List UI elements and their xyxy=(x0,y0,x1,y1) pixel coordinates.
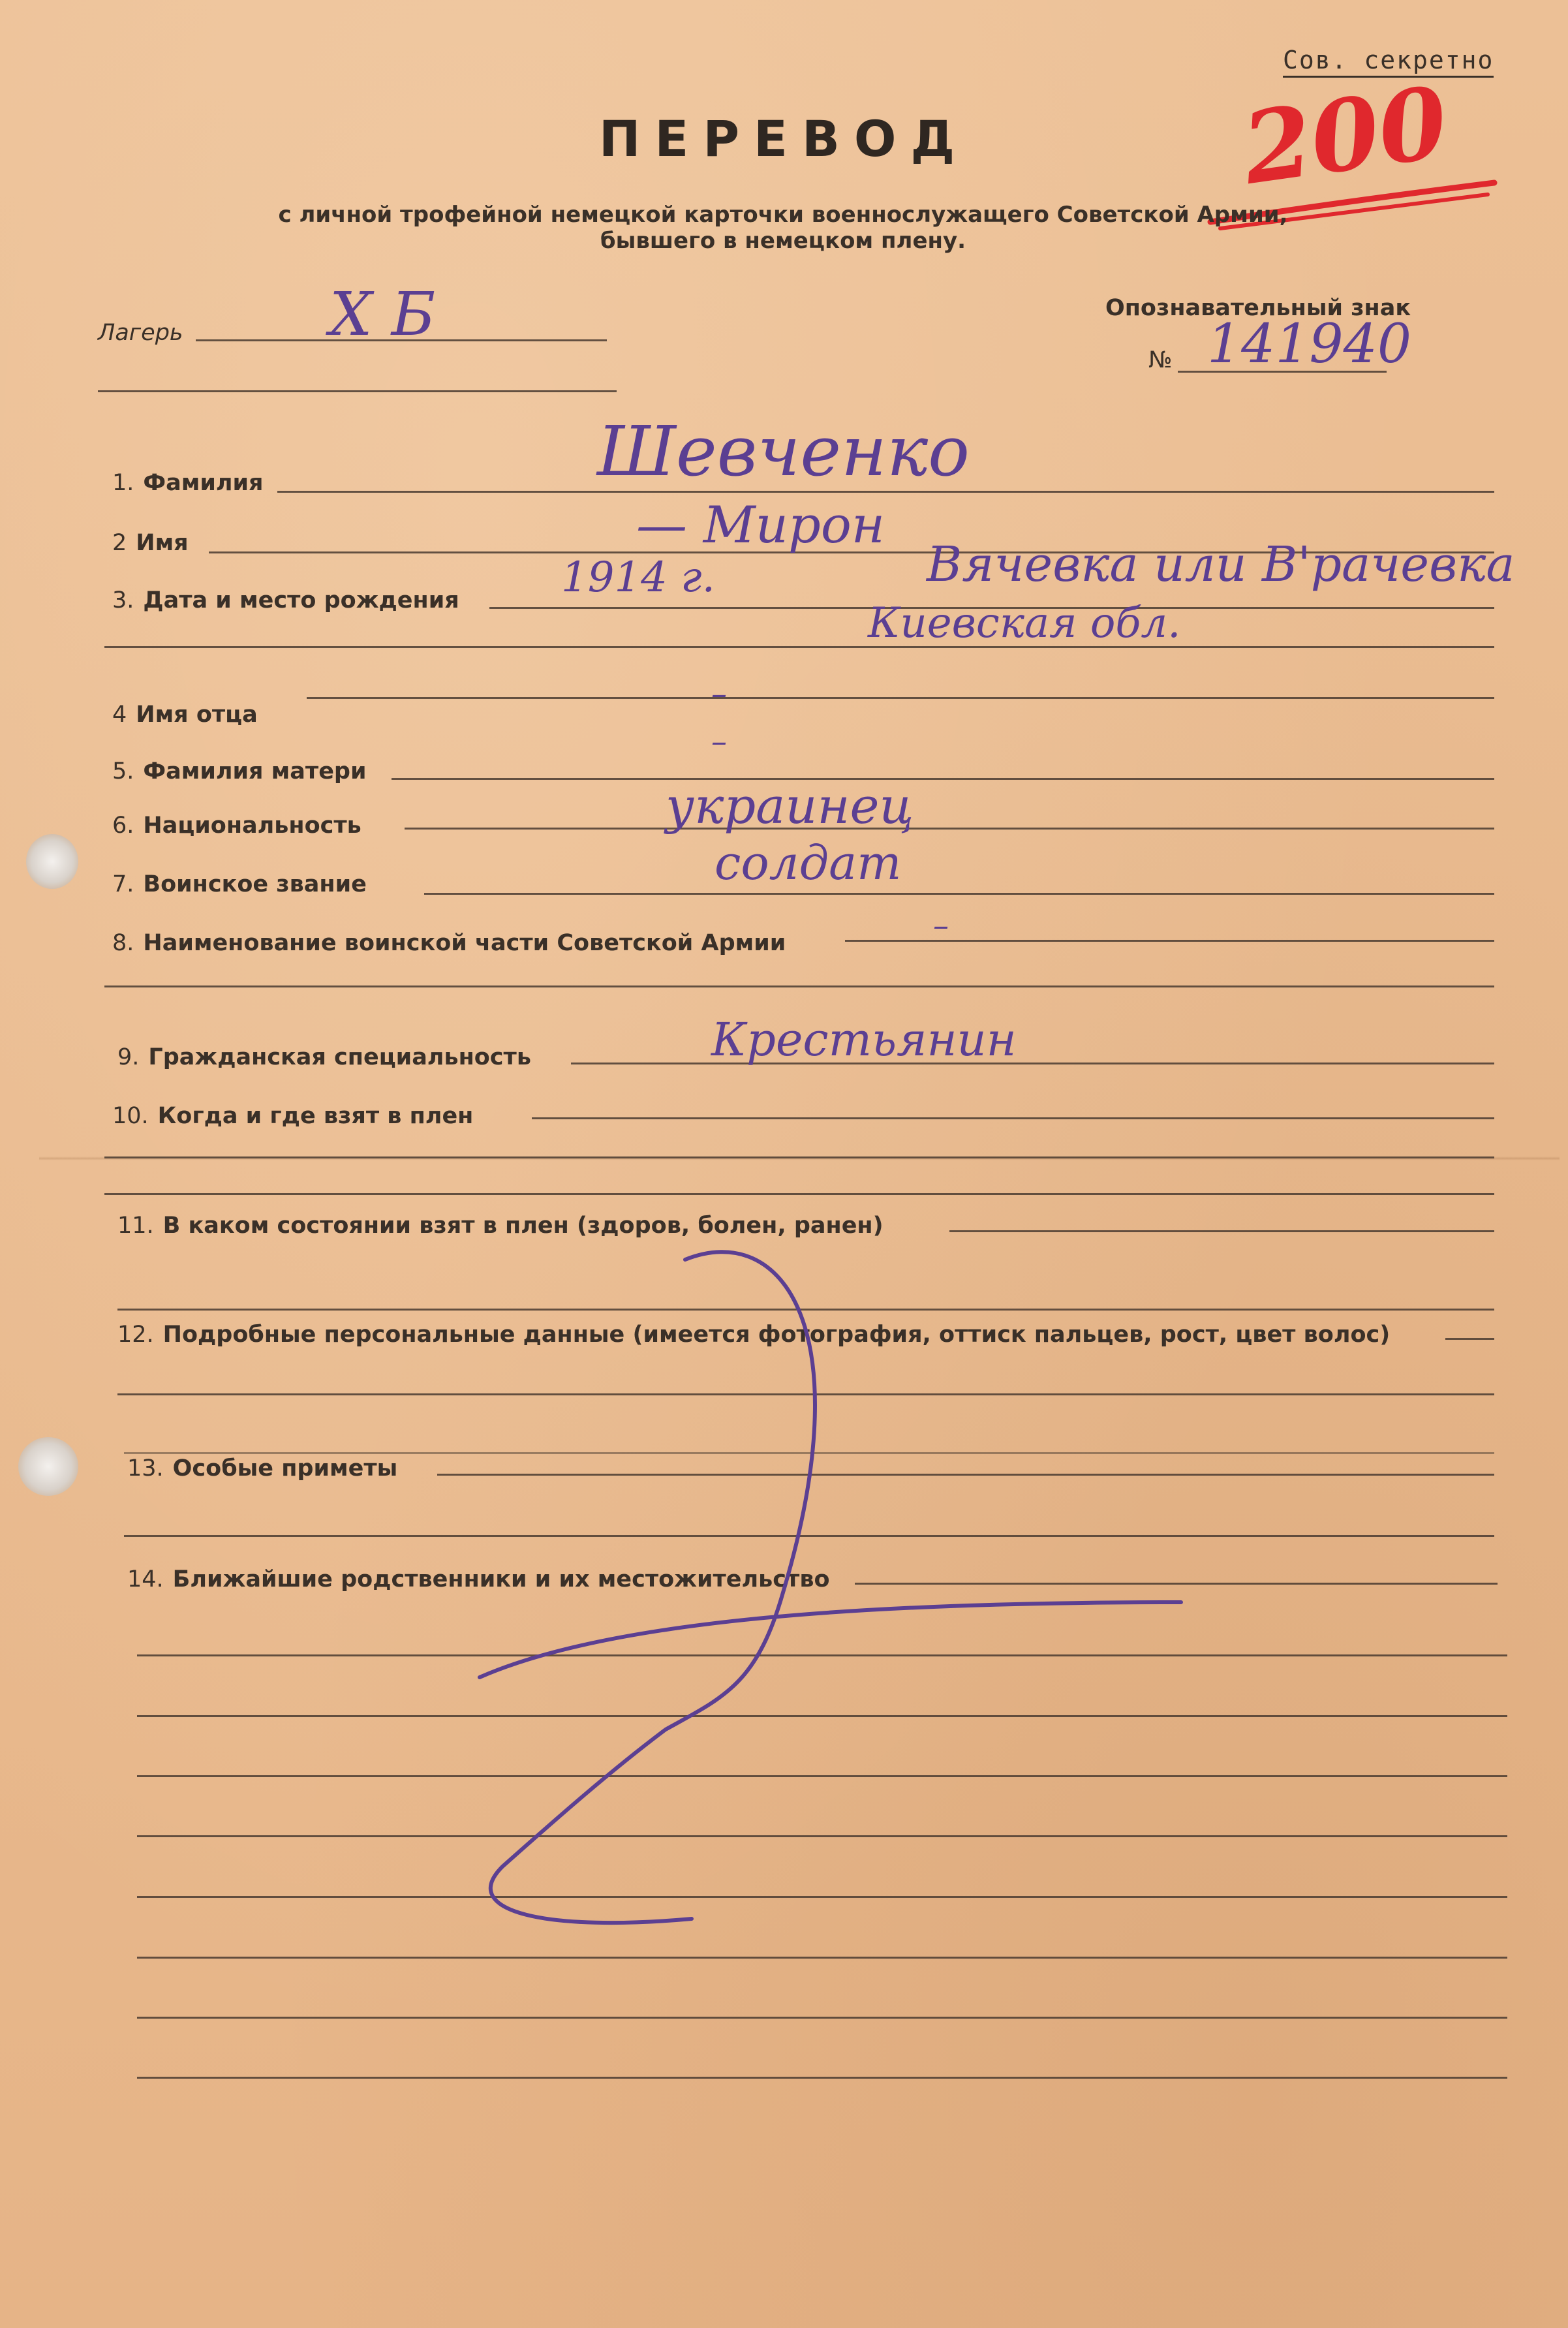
field-6-label: 6. Национальность xyxy=(112,813,361,839)
field-5-value: – xyxy=(711,723,727,760)
punch-hole-bottom xyxy=(18,1437,78,1496)
field-8-rule-2 xyxy=(104,986,1494,987)
field-4-rule xyxy=(307,697,1494,699)
field-13-label: 13. Особые приметы xyxy=(127,1455,398,1482)
camp-rule-2 xyxy=(98,390,617,392)
field-6-rule xyxy=(405,828,1494,830)
field-10-rule xyxy=(532,1117,1494,1119)
camp-label: Лагерь xyxy=(98,320,183,346)
red-stamp-number: 200 xyxy=(1236,65,1454,207)
id-tag-value: 141940 xyxy=(1207,313,1412,375)
field-5-rule xyxy=(392,778,1494,780)
field-7-rule xyxy=(424,893,1494,895)
field-3-value-2: Вячевка или В'рачевка xyxy=(927,536,1515,593)
field-10-label: 10. Когда и где взят в плен xyxy=(112,1103,474,1129)
field-10-rule-3 xyxy=(104,1193,1494,1195)
field-3-value-3: Киевская обл. xyxy=(868,599,1181,647)
field-6-value: украинец xyxy=(666,777,914,835)
blank-rule-6 xyxy=(137,1957,1507,1959)
field-12-rule xyxy=(1445,1338,1494,1340)
field-2-value: — Мирон xyxy=(636,496,885,555)
field-3-value: 1914 г. xyxy=(561,553,715,602)
field-9-rule xyxy=(571,1063,1494,1064)
field-1-label: 1. Фамилия xyxy=(112,470,264,496)
subtitle-line-1: с личной трофейной немецкой карточки военнослужащего Советской Армии, xyxy=(278,202,1288,228)
field-4-value: – xyxy=(711,675,727,712)
crossout-z-mark xyxy=(418,1227,1201,1951)
field-1-value: Шевченко xyxy=(597,411,970,491)
id-tag-label: Опознавательный знак xyxy=(1105,295,1411,321)
field-3-label: 3. Дата и место рождения xyxy=(112,587,459,613)
subtitle-line-2: бывшего в немецком плену. xyxy=(600,228,966,254)
field-7-value: солдат xyxy=(715,835,902,890)
field-9-label: 9. Гражданская специальность xyxy=(117,1044,531,1070)
punch-hole-top xyxy=(26,834,78,889)
id-tag-no: № xyxy=(1148,347,1173,373)
document-title: ПЕРЕВОД xyxy=(598,110,970,168)
field-12-label: 12. Подробные персональные данные (имеется фотография, оттиск пальцев, рост, цвет волос) xyxy=(117,1322,1391,1348)
field-8-label: 8. Наименование воинской части Советской Армии xyxy=(112,930,786,956)
camp-value: X Б xyxy=(330,279,436,349)
field-9-value: Крестьянин xyxy=(711,1013,1017,1066)
blank-rule-8 xyxy=(137,2077,1507,2079)
blank-rule-7 xyxy=(137,2017,1507,2019)
classification-label: Сов. секретно xyxy=(1283,46,1494,78)
field-10-rule-2 xyxy=(104,1156,1494,1158)
field-3-rule-2 xyxy=(104,646,1494,648)
field-5-label: 5. Фамилия матери xyxy=(112,758,367,784)
field-11-label: 11. В каком состоянии взят в плен (здоров, болен, ранен) xyxy=(117,1213,884,1239)
field-14-label: 14. Ближайшие родственники и их местожительство xyxy=(127,1566,830,1592)
field-7-label: 7. Воинское звание xyxy=(112,871,367,897)
field-2-label: 2 Имя xyxy=(112,530,189,556)
field-4-label: 4 Имя отца xyxy=(112,702,258,728)
field-8-value: – xyxy=(933,907,949,944)
